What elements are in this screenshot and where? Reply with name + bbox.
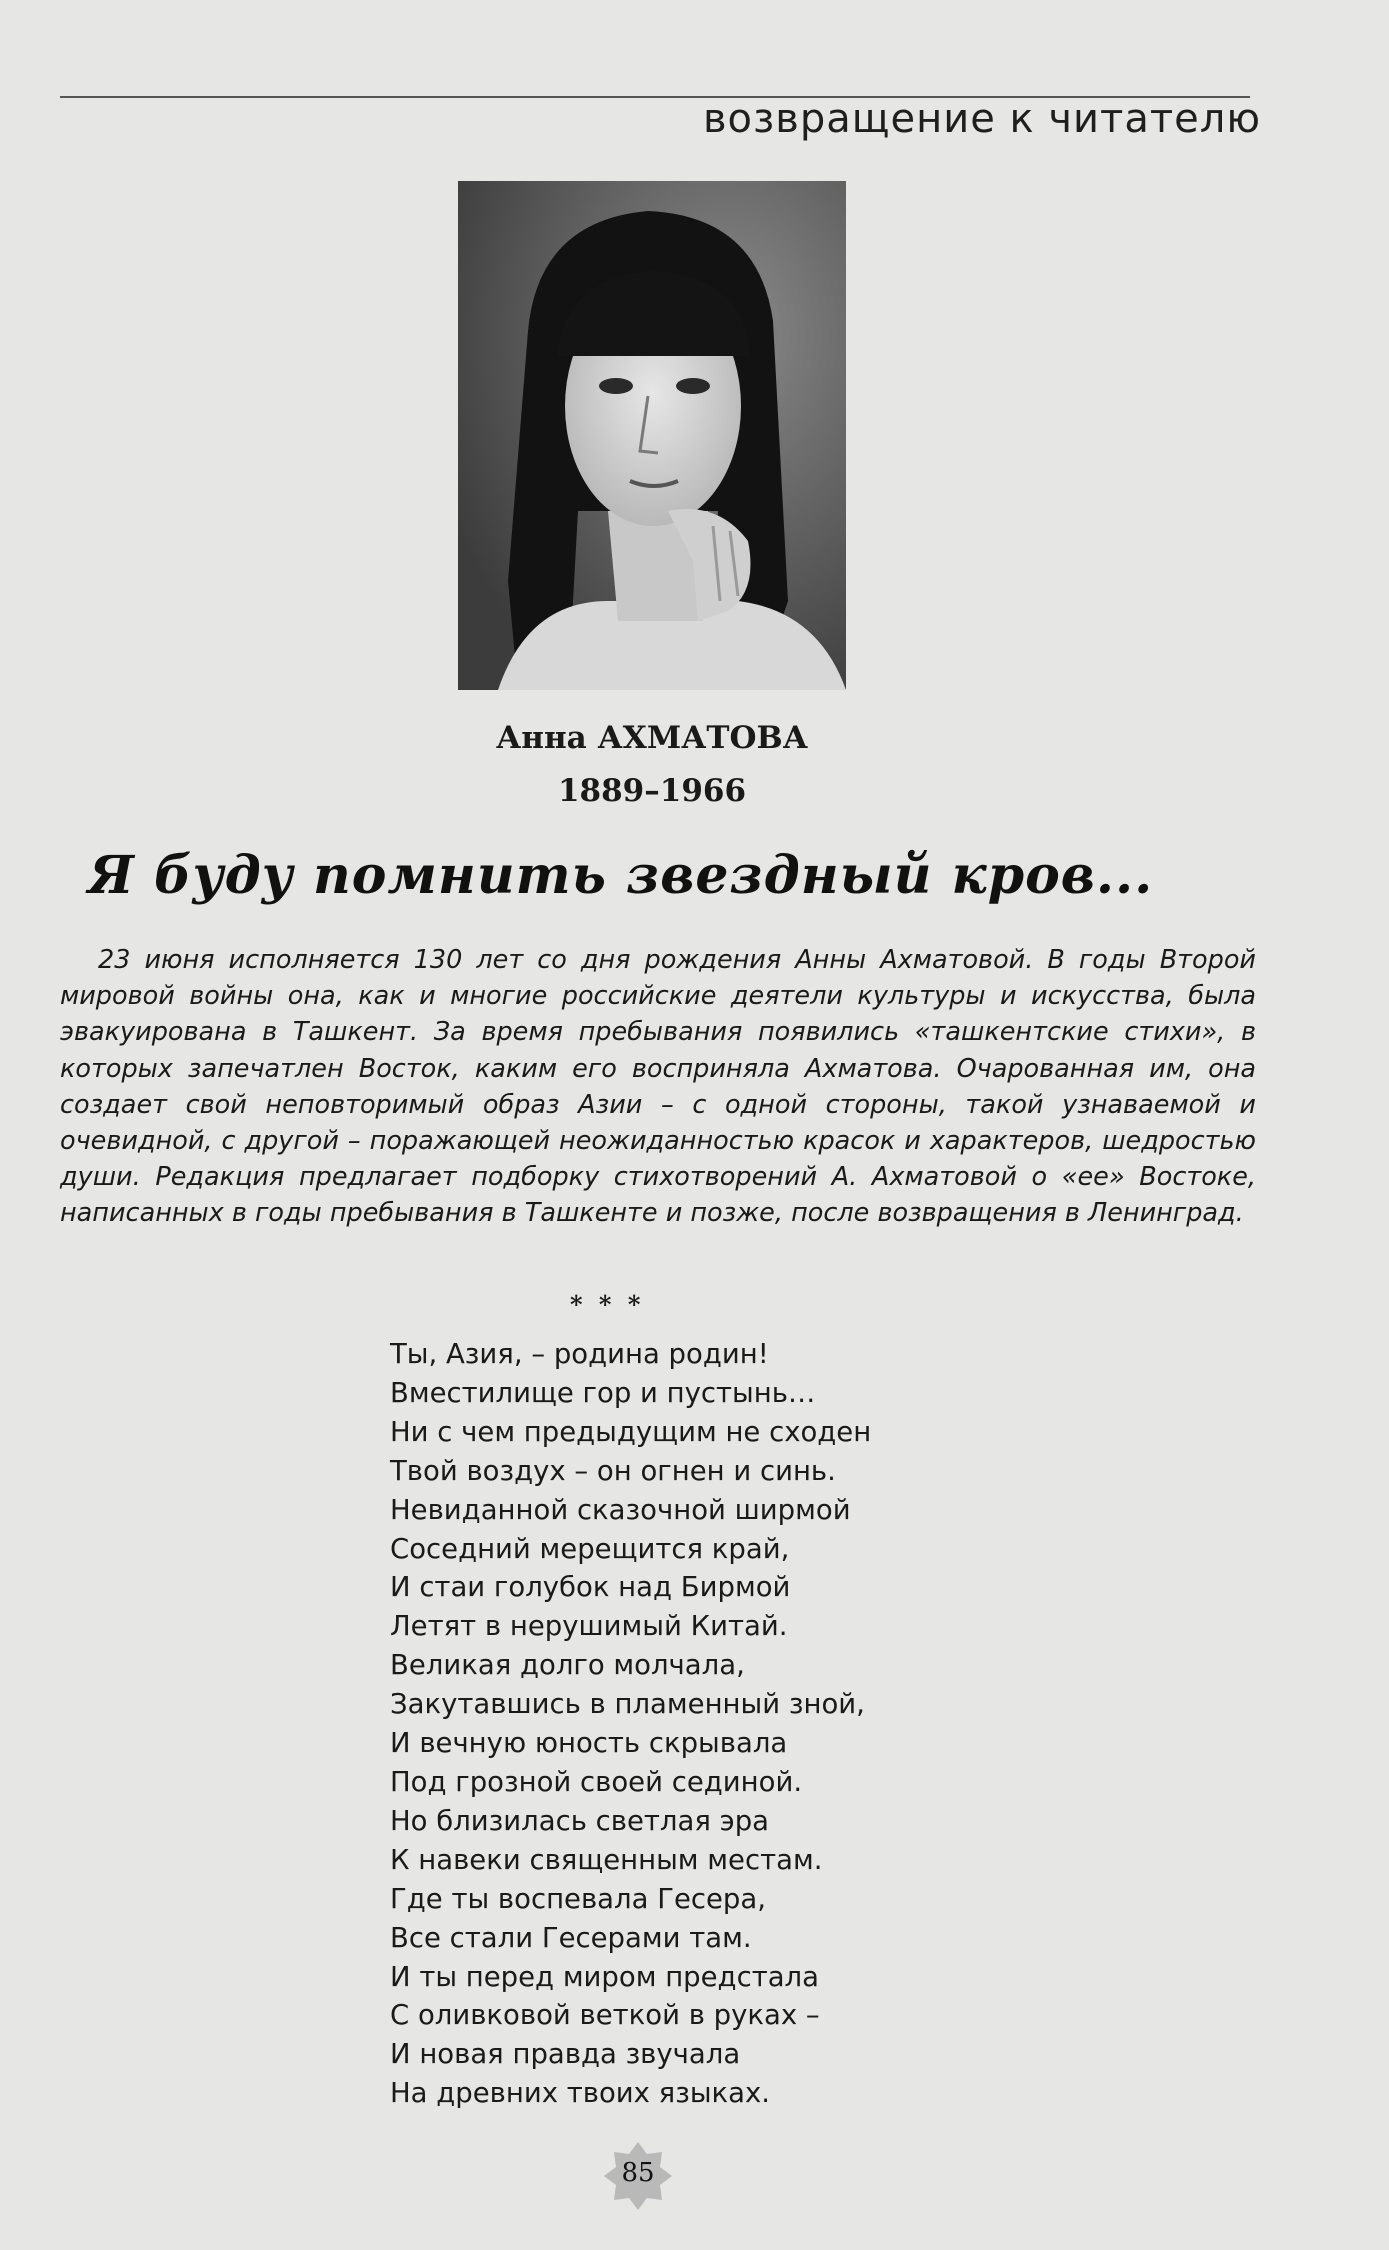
poem-line: И новая правда звучала (390, 2038, 741, 2071)
page-number: 85 (621, 2158, 655, 2188)
poem-line: Соседний мерещится край, (390, 1532, 790, 1565)
poem-line: Где ты воспевала Гесера, (390, 1882, 766, 1915)
poem-line: Ни с чем предыдущим не сходен (390, 1415, 872, 1448)
article-title: Я буду помнить звездный кров... (88, 845, 1154, 906)
poem-line: На древних твоих языках. (390, 2077, 771, 2110)
poem-line: И ты перед миром предстала (390, 1960, 819, 1993)
poem-line: Летят в нерушимый Китай. (390, 1610, 788, 1643)
article-intro: 23 июня исполняется 130 лет со дня рождения Анны Ахматовой. В годы Второй мировой войны она, как и многие российские деятели культуры и искусства, была эвакуирована в Ташкент. За время пребывания появились «ташкентские стихи», в которых запечатлен Восток, каким его восприняла Ахматова. Очарованная им, она создает свой неповторимый образ Азии – с одной стороны, такой узнаваемой и очевидной, с другой – поражающей неожиданностью красок и характеров, шедростью души. Редакция предлагает подборку стихотворений А. Ахматовой о «ее» Востоке, написанных в годы пребывания в Ташкенте и позже, после возвращения в Ленинград. (60, 945, 1256, 1229)
poem-line: Великая долго молчала, (390, 1649, 745, 1682)
portrait-photo (458, 181, 846, 690)
poem-line: К навеки священным местам. (390, 1843, 823, 1876)
portrait-caption-years: 1889–1966 (557, 773, 747, 809)
poem-line: Вместилище гор и пустынь… (390, 1376, 816, 1409)
portrait-caption-name: Анна АХМАТОВА (496, 720, 808, 756)
poem-line: И вечную юность скрывала (390, 1727, 788, 1760)
poem-line: Под грозной своей сединой. (390, 1765, 803, 1798)
portrait-photo-icon (458, 181, 846, 690)
poem-line: Твой воздух – он огнен и синь. (390, 1454, 836, 1487)
poem (390, 1335, 871, 2113)
section-title: возвращение к читателю (702, 96, 1261, 142)
poem-line: Закутавшись в пламенный зной, (390, 1688, 865, 1721)
poem-line: Невиданной сказочной ширмой (390, 1493, 851, 1526)
poem-separator: * * * (570, 1290, 645, 1319)
poem-line: Ты, Азия, – родина родин! (390, 1338, 769, 1370)
poem-line: Но близилась светлая эра (390, 1804, 770, 1837)
poem-line: И стаи голубок над Бирмой (390, 1571, 791, 1604)
poem-line: С оливковой веткой в руках – (390, 1999, 820, 2032)
poem-line: Все стали Гесерами там. (390, 1921, 752, 1954)
